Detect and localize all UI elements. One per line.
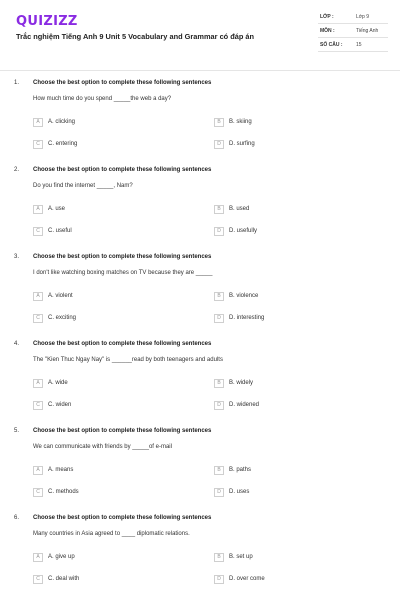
option-letter-box: D	[214, 314, 224, 323]
option-text: A. wide	[48, 380, 68, 386]
question-1	[0, 80, 400, 167]
option-b[interactable]	[214, 291, 258, 301]
option-c[interactable]	[33, 139, 77, 149]
question-5	[0, 428, 400, 515]
question-prompt: Choose the best option to complete these following sentences	[33, 341, 212, 347]
option-letter-box: D	[214, 575, 224, 584]
option-d[interactable]	[214, 487, 249, 497]
option-text: D. usefully	[229, 228, 258, 234]
option-text: B. violence	[229, 293, 259, 299]
option-letter-box: C	[33, 227, 43, 236]
option-text: B. set up	[229, 554, 253, 560]
option-letter-box: A	[33, 466, 43, 475]
option-c[interactable]	[33, 487, 79, 497]
worksheet-header	[0, 0, 400, 70]
option-d[interactable]	[214, 226, 257, 236]
option-text: A. give up	[48, 554, 75, 560]
option-letter-box: A	[33, 379, 43, 388]
option-text: B. paths	[229, 467, 252, 473]
option-letter-box: C	[33, 575, 43, 584]
meta-key: LỚP :	[320, 14, 334, 20]
option-text: B. used	[229, 206, 250, 212]
option-letter-box: D	[214, 401, 224, 410]
option-c[interactable]	[33, 313, 76, 323]
meta-row-class	[318, 10, 388, 24]
question-number: 4.	[14, 341, 20, 347]
option-a[interactable]	[33, 552, 75, 562]
meta-row-subject	[318, 24, 388, 38]
option-letter-box: D	[214, 488, 224, 497]
option-letter-box: B	[214, 292, 224, 301]
option-c[interactable]	[33, 574, 79, 584]
question-prompt: Choose the best option to complete these following sentences	[33, 167, 212, 173]
question-number: 2.	[14, 167, 20, 173]
option-text: C. useful	[48, 228, 72, 234]
option-text: D. uses	[229, 489, 250, 495]
option-letter-box: A	[33, 205, 43, 214]
question-prompt: Choose the best option to complete these following sentences	[33, 80, 212, 86]
option-text: D. interesting	[229, 315, 265, 321]
option-a[interactable]	[33, 465, 73, 475]
option-text: C. deal with	[48, 576, 80, 582]
option-d[interactable]	[214, 139, 255, 149]
question-number: 3.	[14, 254, 20, 260]
meta-key: MÔN :	[320, 28, 335, 34]
question-prompt: Choose the best option to complete these following sentences	[33, 428, 212, 434]
option-b[interactable]	[214, 552, 253, 562]
meta-key: SỐ CÂU :	[320, 42, 343, 48]
option-a[interactable]	[33, 117, 75, 127]
question-prompt: Choose the best option to complete these following sentences	[33, 254, 212, 260]
option-letter-box: C	[33, 140, 43, 149]
quizizz-logo: QUIZIZZ	[16, 14, 78, 29]
option-text: B. skiing	[229, 119, 252, 125]
question-text: How much time do you spend _____the web a day?	[33, 96, 172, 102]
option-text: D. over come	[229, 576, 265, 582]
option-b[interactable]	[214, 465, 251, 475]
option-letter-box: B	[214, 118, 224, 127]
option-d[interactable]	[214, 313, 264, 323]
option-text: B. widely	[229, 380, 254, 386]
question-6	[0, 515, 400, 600]
header-divider	[0, 70, 400, 71]
option-text: A. violent	[48, 293, 73, 299]
option-a[interactable]	[33, 291, 73, 301]
option-text: A. means	[48, 467, 74, 473]
option-text: D. widened	[229, 402, 260, 408]
option-text: C. entering	[48, 141, 78, 147]
option-text: C. widen	[48, 402, 72, 408]
question-text: Do you find the internet _____, Nam?	[33, 183, 133, 189]
meta-table	[318, 10, 388, 52]
option-letter-box: B	[214, 553, 224, 562]
question-text: We can communicate with friends by _____of e-mail	[33, 444, 172, 450]
option-letter-box: B	[214, 205, 224, 214]
option-a[interactable]	[33, 378, 68, 388]
question-text: The "Kien Thuc Ngay Nay" is ______read by both teenagers and adults	[33, 357, 223, 363]
option-c[interactable]	[33, 226, 72, 236]
option-d[interactable]	[214, 400, 259, 410]
meta-row-count	[318, 38, 388, 52]
meta-value: Lớp 9	[356, 14, 370, 20]
option-letter-box: C	[33, 314, 43, 323]
option-text: A. clicking	[48, 119, 76, 125]
option-text: D. surfing	[229, 141, 255, 147]
question-number: 1.	[14, 80, 20, 86]
question-2	[0, 167, 400, 254]
question-4	[0, 341, 400, 428]
option-d[interactable]	[214, 574, 265, 584]
question-number: 6.	[14, 515, 20, 521]
option-letter-box: B	[214, 466, 224, 475]
option-a[interactable]	[33, 204, 65, 214]
option-letter-box: D	[214, 227, 224, 236]
option-b[interactable]	[214, 117, 252, 127]
option-text: A. use	[48, 206, 66, 212]
option-letter-box: C	[33, 488, 43, 497]
option-text: C. methods	[48, 489, 79, 495]
question-prompt: Choose the best option to complete these following sentences	[33, 515, 212, 521]
option-letter-box: A	[33, 292, 43, 301]
option-b[interactable]	[214, 204, 249, 214]
option-letter-box: A	[33, 118, 43, 127]
option-letter-box: C	[33, 401, 43, 410]
option-letter-box: A	[33, 553, 43, 562]
meta-value: 15	[356, 42, 362, 48]
worksheet-title: Trắc nghiệm Tiếng Anh 9 Unit 5 Vocabulary and Grammar có đáp án	[16, 32, 255, 41]
option-c[interactable]	[33, 400, 71, 410]
meta-value: Tiếng Anh	[356, 28, 379, 34]
option-letter-box: D	[214, 140, 224, 149]
option-b[interactable]	[214, 378, 253, 388]
question-3	[0, 254, 400, 341]
question-text: Many countries in Asia agreed to ____ diplomatic relations.	[33, 531, 190, 537]
question-text: I don't like watching boxing matches on TV because they are _____	[33, 270, 213, 276]
option-text: C. exciting	[48, 315, 77, 321]
option-letter-box: B	[214, 379, 224, 388]
question-number: 5.	[14, 428, 20, 434]
